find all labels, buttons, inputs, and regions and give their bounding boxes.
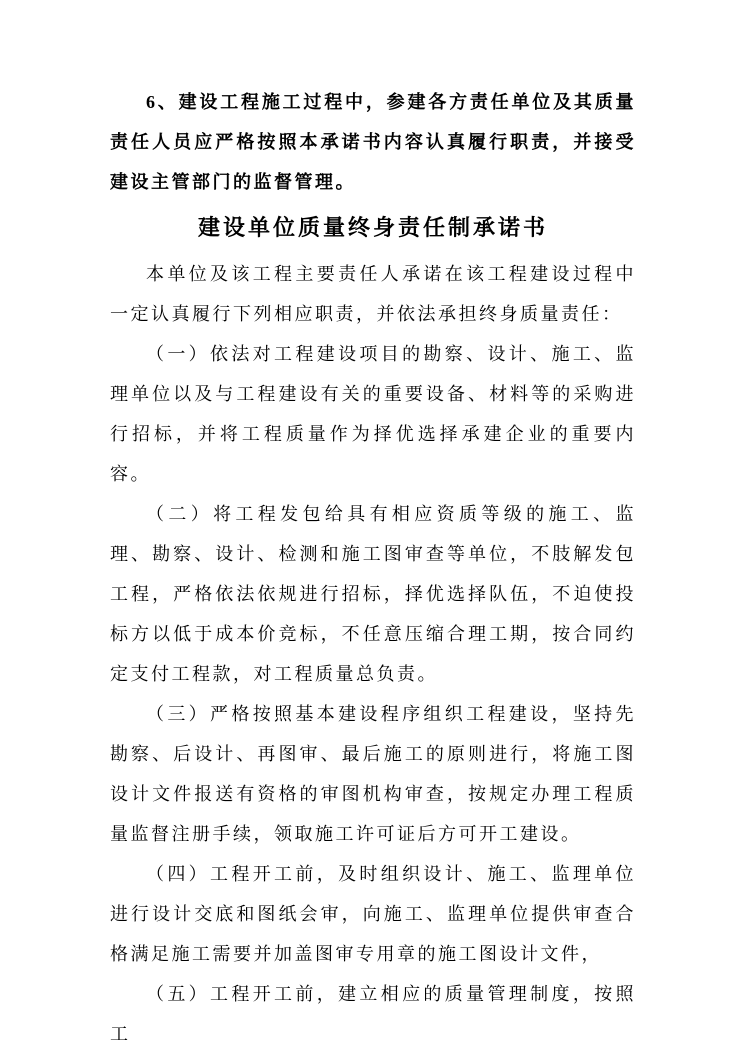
paragraph-preamble: 本单位及该工程主要责任人承诺在该工程建设过程中一定认真履行下列相应职责，并依法承担终身质量责任： — [110, 264, 636, 324]
paragraph-item-1: （一）依法对工程建设项目的勘察、设计、施工、监理单位以及与工程建设有关的重要设备、材料等的采购进行招标，并将工程质量作为择优选择承建企业的重要内容。 — [110, 344, 636, 484]
intro-paragraph: 6、建设工程施工过程中，参建各方责任单位及其质量责任人员应严格按照本承诺书内容认真履行职责，并接受建设主管部门的监督管理。 — [110, 92, 636, 192]
document-title: 建设单位质量终身责任制承诺书 — [197, 215, 548, 240]
paragraph-item-2: （二）将工程发包给具有相应资质等级的施工、监理、勘察、设计、检测和施工图审查等单位，不肢解发包工程，严格依法依规进行招标，择优选择队伍，不迫使投标方以低于成本价竞标，不任意压缩合理工期，按合同约定支付工程款，对工程质量总负责。 — [110, 504, 636, 684]
paragraph-item-5: （五）工程开工前，建立相应的质量管理制度，按照工 — [110, 984, 636, 1044]
paragraph-item-4: （四）工程开工前，及时组织设计、施工、监理单位进行设计交底和图纸会审，向施工、监理单位提供审查合格满足施工需要并加盖图审专用章的施工图设计文件， — [110, 864, 636, 964]
paragraph-item-3: （三）严格按照基本建设程序组织工程建设，坚持先勘察、后设计、再图审、最后施工的原则进行，将施工图设计文件报送有资格的审图机构审查，按规定办理工程质量监督注册手续，领取施工许可证后方可开工建设。 — [110, 704, 636, 844]
